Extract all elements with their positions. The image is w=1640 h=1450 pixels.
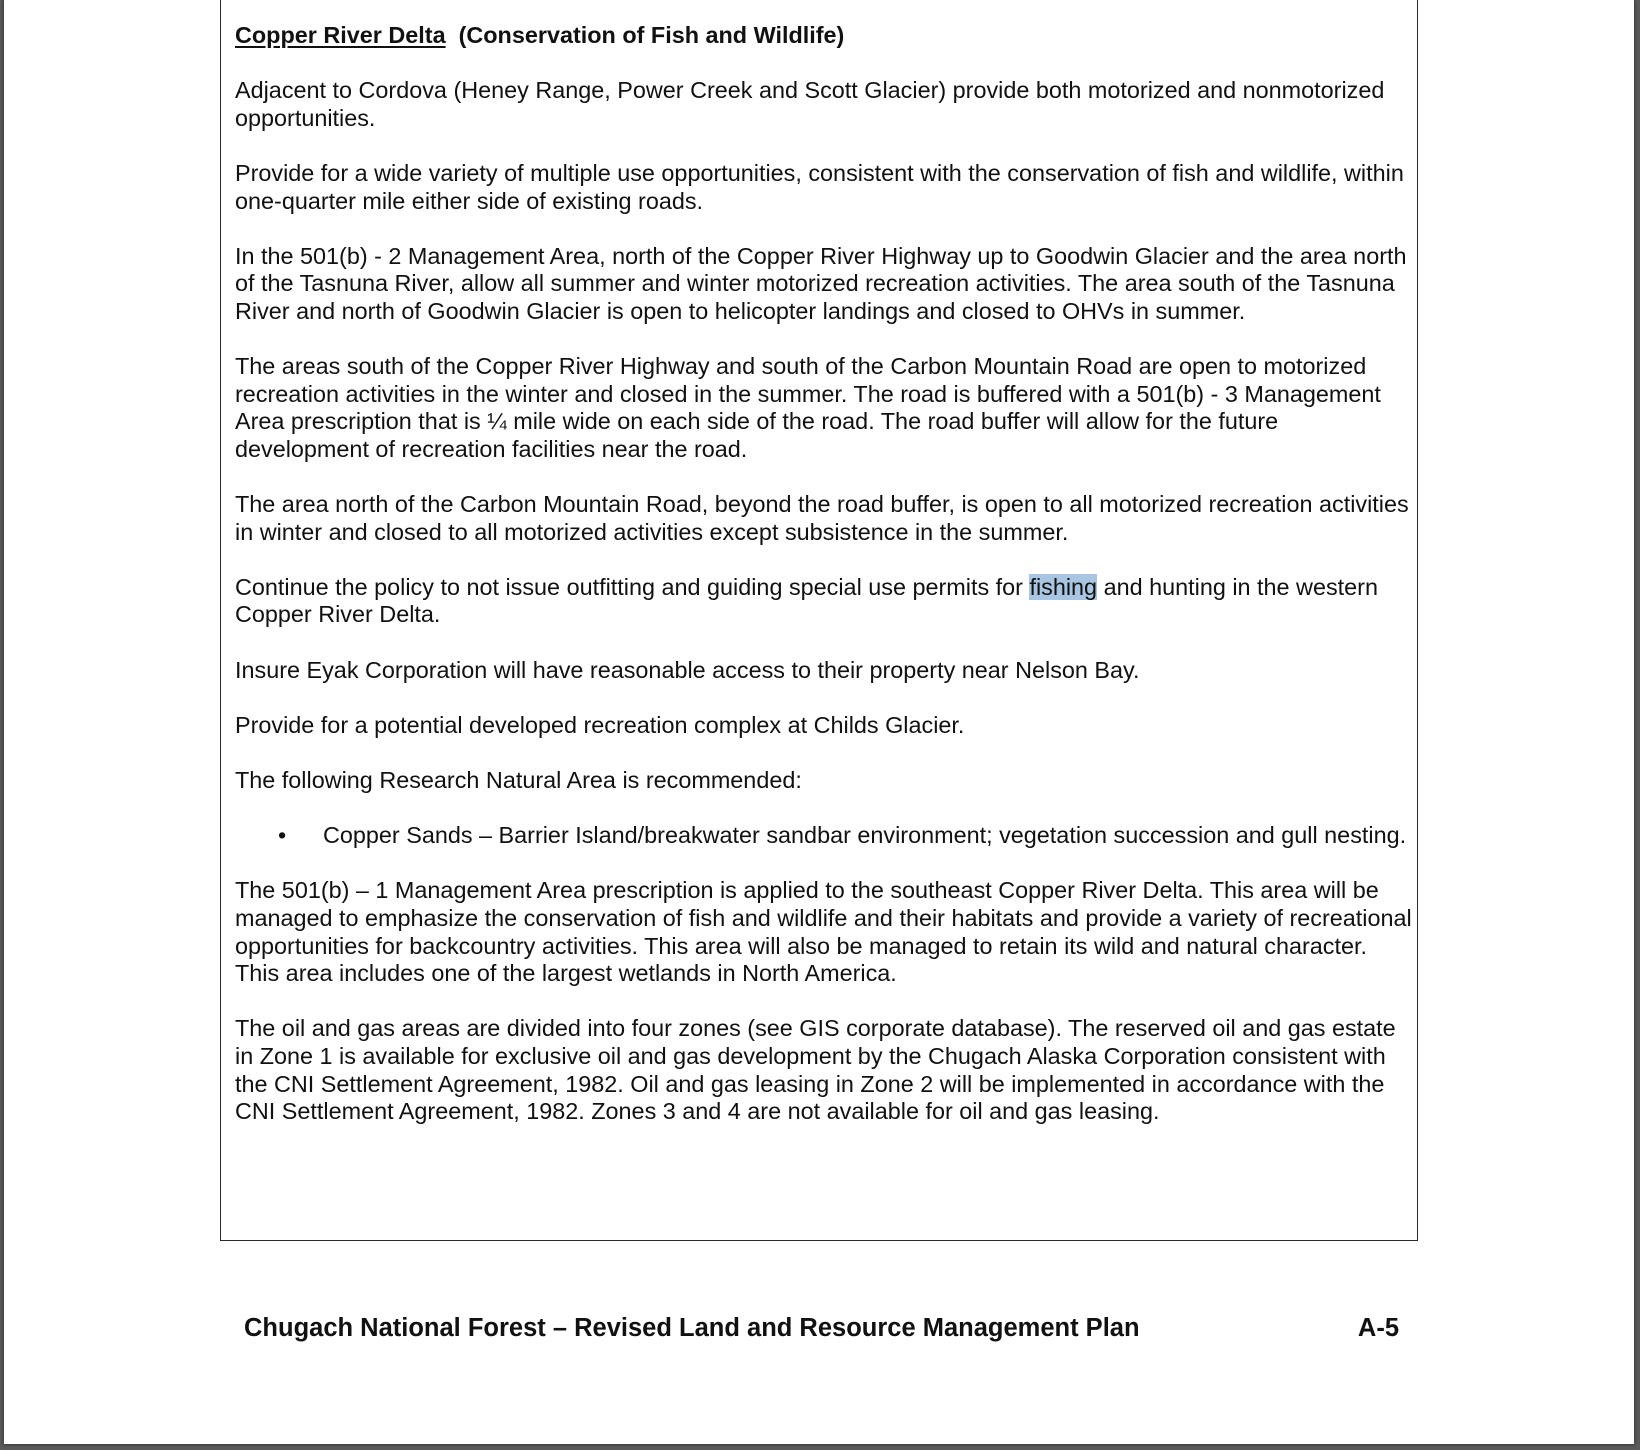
- search-highlight[interactable]: fishing: [1029, 573, 1098, 600]
- paragraph-10: The 501(b) – 1 Management Area prescription is applied to the southeast Copper River Delta. This area will be managed to emphasize the conservation of fish and wildlife and their habitats and provide a variety of recreational opportunities for backcountry activities. This area will also be managed to retain its wild and natural character. This area includes one of the largest wetlands in North America.: [235, 877, 1412, 987]
- page-content: [235, 22, 1415, 1153]
- document-page: [4, 0, 1634, 1444]
- footer-title: Chugach National Forest – Revised Land and Resource Management Plan: [244, 1314, 1140, 1342]
- paragraph-9: The following Research Natural Area is recommended:: [235, 767, 802, 794]
- paragraph-6-text-after: and hunting in the western Copper River Delta.: [235, 573, 1378, 628]
- paragraph-4: The areas south of the Copper River Highway and south of the Carbon Mountain Road are open to motorized recreation activities in the winter and closed in the summer. The road is buffered with a 501(b) - 3 Management Area prescription that is ¼ mile wide on each side of the road. The road buffer will allow for the future development of recreation facilities near the road.: [235, 353, 1381, 462]
- page-footer: [244, 1314, 1404, 1343]
- paragraph-3: In the 501(b) - 2 Management Area, north of the Copper River Highway up to Goodwin Glacier and the area north of the Tasnuna River, allow all summer and winter motorized recreation activities. The area south of the Tasnuna River and north of Goodwin Glacier is open to helicopter landings and closed to OHVs in summer.: [235, 242, 1407, 324]
- section-title: Copper River Delta: [235, 22, 446, 48]
- page-number: A-5: [1357, 1314, 1399, 1342]
- paragraph-1: Adjacent to Cordova (Heney Range, Power Creek and Scott Glacier) provide both motorized and nonmotorized opportunities.: [235, 77, 1385, 131]
- paragraph-6: [235, 574, 1415, 629]
- paragraph-8: Provide for a potential developed recreation complex at Childs Glacier.: [235, 711, 965, 738]
- bullet-list: [235, 822, 1415, 850]
- paragraph-6-text-before: Continue the policy to not issue outfitting and guiding special use permits for: [235, 573, 1030, 600]
- paragraph-2: Provide for a wide variety of multiple use opportunities, consistent with the conservation of fish and wildlife, within one-quarter mile either side of existing roads.: [235, 159, 1404, 214]
- section-subtitle: (Conservation of Fish and Wildlife): [458, 22, 845, 48]
- paragraph-7: Insure Eyak Corporation will have reasonable access to their property near Nelson Bay.: [235, 656, 1140, 683]
- bullet-icon: •: [278, 822, 287, 849]
- paragraph-5: The area north of the Carbon Mountain Road, beyond the road buffer, is open to all motorized recreation activities in winter and closed to all motorized activities except subsistence in the summer.: [235, 491, 1409, 545]
- list-item: [235, 822, 1415, 850]
- section-heading: [235, 22, 1415, 50]
- paragraph-11: The oil and gas areas are divided into four zones (see GIS corporate database). The reserved oil and gas estate in Zone 1 is available for exclusive oil and gas development by the Chugach Alaska Corporation consistent with the CNI Settlement Agreement, 1982. Oil and gas leasing in Zone 2 will be implemented in accordance with the CNI Settlement Agreement, 1982. Zones 3 and 4 are not available for oil and gas leasing.: [235, 1015, 1396, 1125]
- list-item-text: Copper Sands – Barrier Island/breakwater sandbar environment; vegetation succession and gull nesting.: [323, 822, 1407, 849]
